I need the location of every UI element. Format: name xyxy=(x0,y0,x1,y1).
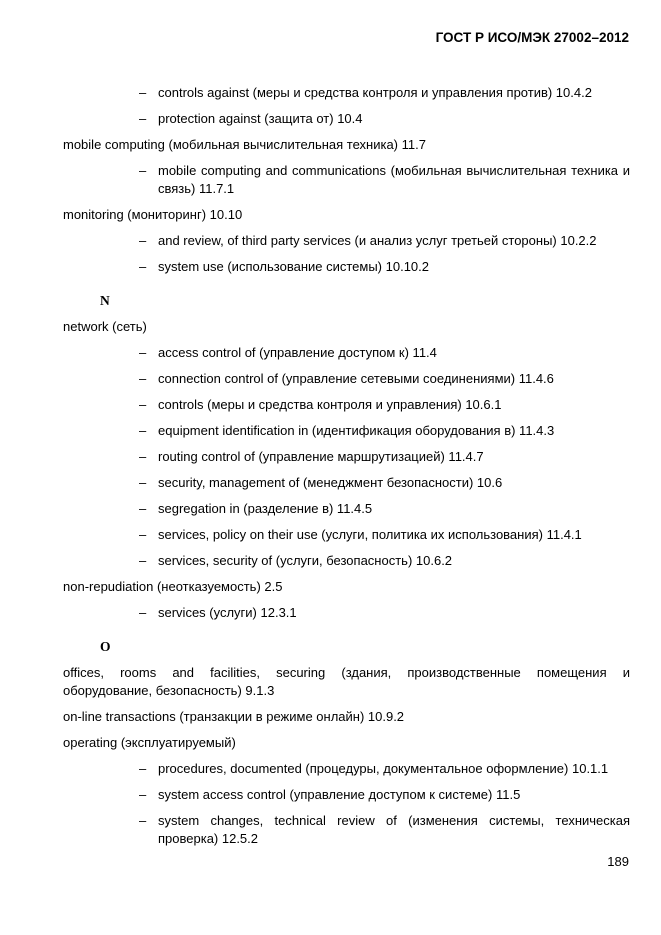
index-subentry xyxy=(63,370,630,396)
dash-marker: – xyxy=(139,501,147,516)
dash-marker: – xyxy=(139,163,147,178)
dash-marker: – xyxy=(139,761,147,776)
index-subentry xyxy=(63,110,630,136)
index-subentry xyxy=(63,474,630,500)
subentry-text: routing control of (управление маршрутизацией) 11.4.7 xyxy=(158,449,484,464)
index-subentry xyxy=(63,84,630,110)
index-subentry xyxy=(63,232,630,258)
dash-marker: – xyxy=(139,813,147,828)
subentry-text: segregation in (разделение в) 11.4.5 xyxy=(158,501,373,516)
dash-marker: – xyxy=(139,449,147,464)
index-entry: monitoring (мониторинг) 10.10 xyxy=(63,207,243,222)
dash-marker: – xyxy=(139,553,147,568)
section-letter: N xyxy=(100,293,110,308)
index-entry: non-repudiation (неотказуемость) 2.5 xyxy=(63,579,283,594)
dash-marker: – xyxy=(139,605,147,620)
subentry-text: procedures, documented (процедуры, документальное оформление) 10.1.1 xyxy=(158,761,609,776)
dash-marker: – xyxy=(139,371,147,386)
index-subentry xyxy=(63,448,630,474)
index-content xyxy=(63,84,630,856)
index-subentry xyxy=(63,760,630,786)
subentry-text: connection control of (управление сетевыми соединениями) 11.4.6 xyxy=(158,371,554,386)
dash-marker: – xyxy=(139,111,147,126)
subentry-text: controls (меры и средства контроля и управления) 10.6.1 xyxy=(158,397,502,412)
dash-marker: – xyxy=(139,233,147,248)
index-subentry xyxy=(63,344,630,370)
dash-marker: – xyxy=(139,787,147,802)
index-subentry xyxy=(63,552,630,578)
subentry-text: services, policy on their use (услуги, политика их использования) 11.4.1 xyxy=(158,527,582,542)
subentry-text: system access control (управление доступом к системе) 11.5 xyxy=(158,787,521,802)
subentry-text: access control of (управление доступом к) 11.4 xyxy=(158,345,437,360)
index-entry xyxy=(63,664,630,700)
dash-marker: – xyxy=(139,345,147,360)
subentry-text: and review, of third party services (и анализ услуг третьей стороны) 10.2.2 xyxy=(158,233,597,248)
subentry-text: controls against (меры и средства контроля и управления против) 10.4.2 xyxy=(158,85,592,100)
dash-marker: – xyxy=(139,475,147,490)
subentry-text: security, management of (менеджмент безопасности) 10.6 xyxy=(158,475,503,490)
dash-marker: – xyxy=(139,85,147,100)
index-subentry xyxy=(63,526,630,552)
subentry-text: system changes, technical review of (изменения системы, техническая проверка) 12.5.2 xyxy=(158,813,630,846)
dash-marker: – xyxy=(139,423,147,438)
index-subentry xyxy=(63,786,630,812)
subentry-text: protection against (защита от) 10.4 xyxy=(158,111,363,126)
dash-marker: – xyxy=(139,259,147,274)
index-subentry xyxy=(63,604,630,630)
subentry-text: equipment identification in (идентификация оборудования в) 11.4.3 xyxy=(158,423,555,438)
index-subentry xyxy=(63,396,630,422)
index-entry: network (сеть) xyxy=(63,319,147,334)
index-subentry xyxy=(63,422,630,448)
dash-marker: – xyxy=(139,397,147,412)
subentry-text: mobile computing and communications (мобильная вычислительная техника и связь) 11.7.1 xyxy=(158,163,630,196)
subentry-text: system use (использование системы) 10.10.2 xyxy=(158,259,430,274)
section-letter: O xyxy=(100,639,111,654)
document-header: ГОСТ Р ИСО/МЭК 27002–2012 xyxy=(435,30,629,45)
entry-line: оборудование, безопасность) 9.1.3 xyxy=(63,683,275,698)
index-subentry xyxy=(63,258,630,284)
index-entry: on-line transactions (транзакции в режиме онлайн) 10.9.2 xyxy=(63,709,405,724)
index-entry: operating (эксплуатируемый) xyxy=(63,735,236,750)
index-subentry xyxy=(63,500,630,526)
index-subentry xyxy=(63,162,630,198)
index-subentry xyxy=(63,812,630,848)
subentry-text: services, security of (услуги, безопасность) 10.6.2 xyxy=(158,553,453,568)
dash-marker: – xyxy=(139,527,147,542)
subentry-text: services (услуги) 12.3.1 xyxy=(158,605,297,620)
entry-line: offices, rooms and facilities, securing (здания, производственные помещения и xyxy=(63,665,630,680)
index-entry: mobile computing (мобильная вычислительная техника) 11.7 xyxy=(63,137,426,152)
page-number: 189 xyxy=(607,854,629,869)
